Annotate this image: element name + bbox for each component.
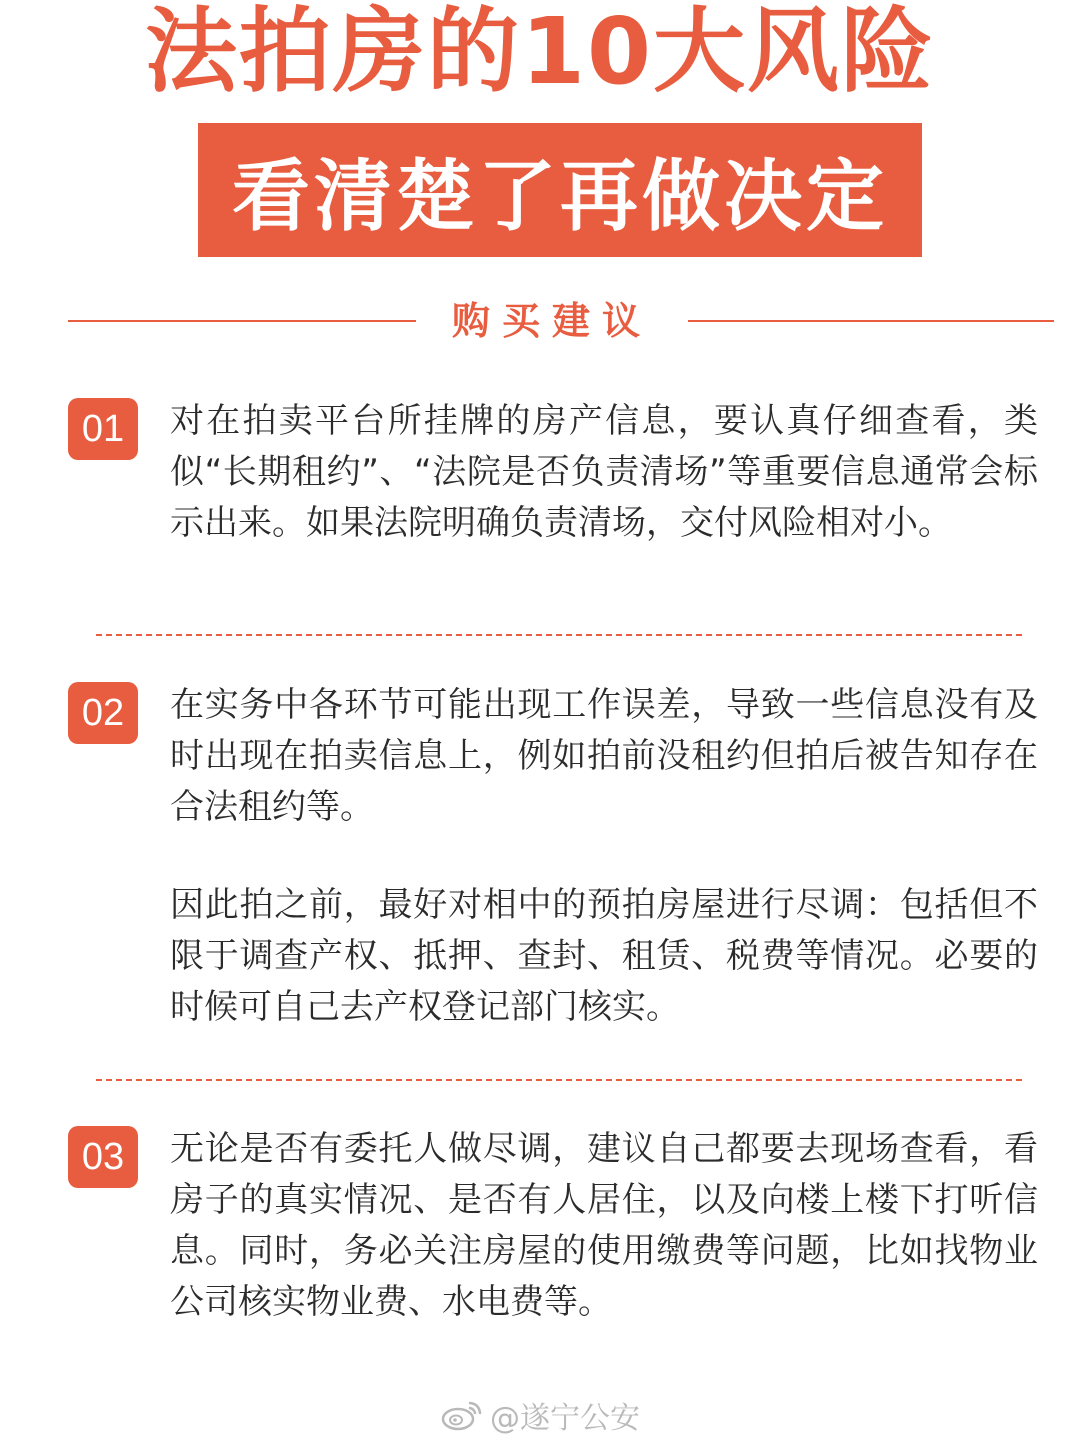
- section-heading-text: 购买建议: [451, 299, 652, 343]
- heading-rule-left: [68, 320, 416, 322]
- subtitle-text: 看清楚了再做决定: [231, 152, 888, 242]
- dashed-divider: [96, 634, 1022, 636]
- item-text: 无论是否有委托人做尽调，建议自己都要去现场查看，看房子的真实情况、是否有人居住，以及向楼上楼下打听信息。同时，务必关注房屋的使用缴费等问题，比如找物业公司核实物业费、水电费等。: [170, 1129, 1038, 1322]
- item-number-badge: 03: [68, 1126, 138, 1188]
- heading-rule-right: [688, 320, 1054, 322]
- item-text-secondary: 因此拍之前，最好对相中的预拍房屋进行尽调：包括但不限于调查产权、抵押、查封、租赁、税费等情况。必要的时候可自己去产权登记部门核实。: [170, 885, 1038, 1027]
- page-title: 法拍房的10大风险: [144, 0, 936, 105]
- dashed-divider: [96, 1079, 1022, 1081]
- item-number-badge: 02: [68, 682, 138, 744]
- item-text: 在实务中各环节可能出现工作误差，导致一些信息没有及时出现在拍卖信息上，例如拍前没租约但拍后被告知存在合法租约等。: [170, 685, 1038, 827]
- weibo-icon: [440, 1397, 484, 1433]
- section-heading: [0, 296, 1080, 346]
- watermark-text: @遂宁公安: [490, 1401, 640, 1436]
- subtitle-banner: [198, 123, 922, 257]
- watermark: [440, 1392, 640, 1438]
- item-text: 对在拍卖平台所挂牌的房产信息，要认真仔细查看，类似“长期租约”、“法院是否负责清场”等重要信息通常会标示出来。如果法院明确负责清场，交付风险相对小。: [170, 401, 1038, 543]
- item-number-badge: 01: [68, 398, 138, 460]
